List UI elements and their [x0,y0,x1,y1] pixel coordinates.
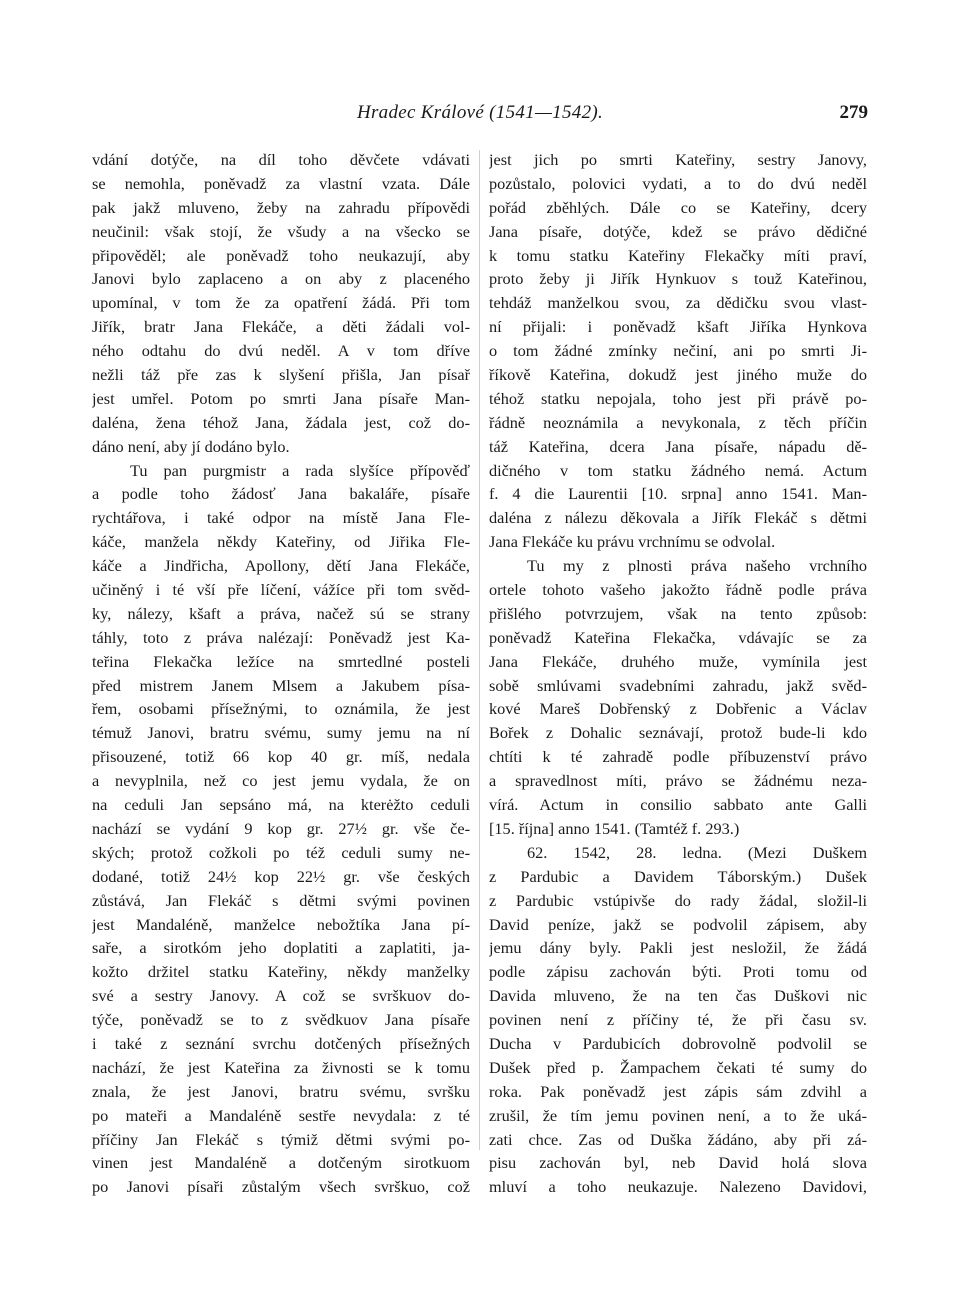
text-line: kové Mareš Dobřenský z Dobřenic a Václav [489,699,867,719]
text-line: týče, poněvadž se to z svědkuov Jana písaře [92,1010,470,1030]
page-number: 279 [839,102,868,123]
text-line: daléna, žena téhož Jana, žádala jest, což do- [92,412,470,432]
text-line: Ducha v Pardubicích dobrovolně podvolil se [489,1033,867,1053]
text-line: a podle toho žádosť Jana bakaláře, písaře [92,484,470,504]
text-line: zrušil, že tím jemu povinen není, a to že uká- [489,1105,867,1125]
text-line: 62. 1542, 28. ledna. (Mezi Duškem [527,842,867,862]
text-line: saře, a sirotkóm jeho doplatiti a zaplatiti, ja- [92,938,470,958]
text-line: své a sestry Janovy. A což se svrškuov do- [92,986,470,1006]
text-line: pak jakž mluveno, žeby na zahradu přípovědi [92,197,470,217]
text-line: jest Mandaléně, manželce nebožtíka Jana pí- [92,914,470,934]
text-line: příčiny Jan Flekáč s týmiž dětmi svými po- [92,1129,470,1149]
text-line: a spravedlnost míti, právo se žádnému neza- [489,771,867,791]
text-line: roka. Pak poněvadž jest zápis sám zdvihl a [489,1081,867,1101]
text-line: a nevyplnila, než co jest jemu vydala, že on [92,771,470,791]
text-line: sobě smlúvami svadebními zahradu, jakž svěd- [489,675,867,695]
text-line: na ceduli Jan sepsáno má, na kterėžto ceduli [92,795,470,815]
text-line: Bořek z Dohalic seznávají, protož bude-li kdo [489,723,867,743]
text-line: po Janovi písaři zůstalým všech svrškuo, což [92,1177,470,1197]
text-line: mluví a toho neukazuje. Nalezeno Davidovi, [489,1177,867,1197]
text-line: znala, že jest Janovi, bratru svému, svršku [92,1081,470,1101]
text-line: i také z seznání svrchu dotčených přísežných [92,1033,470,1053]
text-line: pozůstalo, polovici vydati, a to do dvú neděl [489,173,867,193]
text-line: nachází se vydání 9 kop gr. 27½ gr. vše če- [92,818,470,838]
text-line: nežli táž pře zas k slyšení přišla, Jan písař [92,365,470,385]
text-line: vinen jest Mandaléně a dotčeným sirotkuom [92,1153,470,1173]
text-line: Davida mluveno, že na ten čas Duškovi nic [489,986,867,1006]
text-line: ských; protož cožkoli po též ceduli sumy ne- [92,842,470,862]
text-line: proto žeby ji Jiřík Hynkuov s touž Kateřinou, [489,269,867,289]
text-line: vírá. Actum in consilio sabbato ante Galli [489,795,867,815]
text-line: Jana písaře, dotýče, kdež se právo dědičné [489,221,867,241]
page-header [92,102,868,132]
text-line: témuž Janovi, bratru svému, sumy jemu na ní [92,723,470,743]
text-line: povinen není z příčiny té, že při času sv. [489,1010,867,1030]
text-line: podle zápisu zachován býti. Proti tomu od [489,962,867,982]
text-line: se nemohla, poněvadž za vlastní vzata. Dále [92,173,470,193]
text-line: dičného v tom statku žádného nemá. Actum [489,460,867,480]
text-line: řádně neoznámila a nevykonala, z těch příčin [489,412,867,432]
text-line: pisu zachován byl, neb David holá slova [489,1153,867,1173]
column-divider [479,150,480,1150]
text-line: Tu pan purgmistr a rada slyšíce přípověď [130,460,470,480]
text-line: f. 4 die Laurentii [10. srpna] anno 1541. Man- [489,484,867,504]
text-line: jemu dány byly. Pakli jest nesložil, že žádá [489,938,867,958]
text-line: ortele tohoto vašeho jakožto řádně podle práva [489,580,867,600]
right-column [489,148,867,1199]
text-line: vdání dotýče, na díl toho děvčete vdávati [92,150,470,169]
text-line: z Pardubic vstúpivše do rady žádal, složil-li [489,890,867,910]
text-line: táž Kateřina, dcera Jana písaře, nápadu dě- [489,436,867,456]
text-line: kožto držitel statku Kateřiny, někdy manželky [92,962,470,982]
text-line: dodané, totiž 24½ kop 22½ gr. vše českých [92,866,470,886]
text-line: poněvadž Kateřina Flekačka, vdávajíc se za [489,627,867,647]
text-line: tehdáž manželkou svou, za dědičku svou vlast- [489,293,867,313]
text-line: jest umřel. Potom po smrti Jana písaře Man- [92,388,470,408]
text-line: Janovi bylo zaplaceno a on aby z placeného [92,269,470,289]
text-line: učiněný i té vší pře líčení, vážíce při tom svěd- [92,580,470,600]
text-line: řem, osobami přísežnými, to oznámila, že jest [92,699,470,719]
text-line: k tomu statku Kateřiny Flekačky míti praví, [489,245,867,265]
text-line: daléna z nálezu děkovala a Jiřík Flekáč s dětmi [489,508,867,528]
text-line: neučinil: však stojí, že všudy a na všecko se [92,221,470,241]
text-line: přisouzené, totiž 66 kop 40 gr. míš, nedala [92,747,470,767]
text-line: téhož statku nepojala, toho jest při právě po- [489,388,867,408]
text-line: zati chce. Zas od Duška žádáno, aby při zá- [489,1129,867,1149]
text-line: z Pardubic a Davidem Táborským.) Dušek [489,866,867,886]
text-line: [15. října] anno 1541. (Tamtéž f. 293.) [489,818,740,838]
text-line: nachází, že jest Kateřina za živnosti se k tomu [92,1057,470,1077]
text-line: dáno není, aby jí dodáno bylo. [92,436,290,456]
text-line: Jiřík, bratr Jana Flekáče, a děti žádali vol- [92,317,470,337]
text-line: chtíti k té zahradě podle příbuzenství právo [489,747,867,767]
text-line: Dušek před p. Žampachem čekati té sumy do [489,1057,867,1077]
text-line: káče, manžela někdy Kateřiny, od Jiřika Fle- [92,532,470,552]
text-line: před mistrem Janem Mlsem a Jakubem písa- [92,675,470,695]
text-line: ní přijali: i poněvadž kšaft Jiříka Hynkova [489,317,867,337]
running-title: Hradec Králové (1541—1542). [356,102,604,123]
text-line: připověděl; ale poněvadž toho neukazují, aby [92,245,470,265]
text-line: ky, nálezy, kšaft a práva, načež sú se strany [92,603,470,623]
text-line: táhly, toto z práva nalézají: Poněvadž jest Ka- [92,627,470,647]
text-line: přišlého potvrzujem, však na tento způsob: [489,603,867,623]
text-line: pořád zběhlých. Dále co se Kateřiny, dcery [489,197,867,217]
text-line: po mateři a Mandaléně sestře nevydala: z té [92,1105,470,1125]
text-line: teřina Flekačka ležíce na smrtedlné posteli [92,651,470,671]
left-column [92,148,470,1199]
text-line: o tom žádné zmínky nečiní, ani po smrti Ji- [489,341,867,361]
text-line: zůstává, Jan Flekáč s dětmi svými povinen [92,890,470,910]
text-line: Tu my z plnosti práva našeho vrchního [527,556,867,576]
text-line: upomínal, v tom že za opatření žádá. Při tom [92,293,470,313]
text-line: David peníze, jakž se podvolil zápisem, aby [489,914,867,934]
text-line: říkově Kateřina, dokudž jest jiného muže do [489,365,867,385]
text-line: rychtářova, i také odpor na místě Jana Fle- [92,508,470,528]
text-line: káče a Jindřicha, Apollony, dětí Jana Flekáče, [92,556,470,576]
text-line: Jana Flekáče, druhého muže, vymínila jest [489,651,867,671]
text-line: jest jich po smrti Kateřiny, sestry Janovy, [489,150,867,169]
text-line: Jana Flekáče ku právu vrchnímu se odvolal. [489,532,776,552]
text-line: ného odtahu do dvú neděl. A v tom dříve [92,341,470,361]
